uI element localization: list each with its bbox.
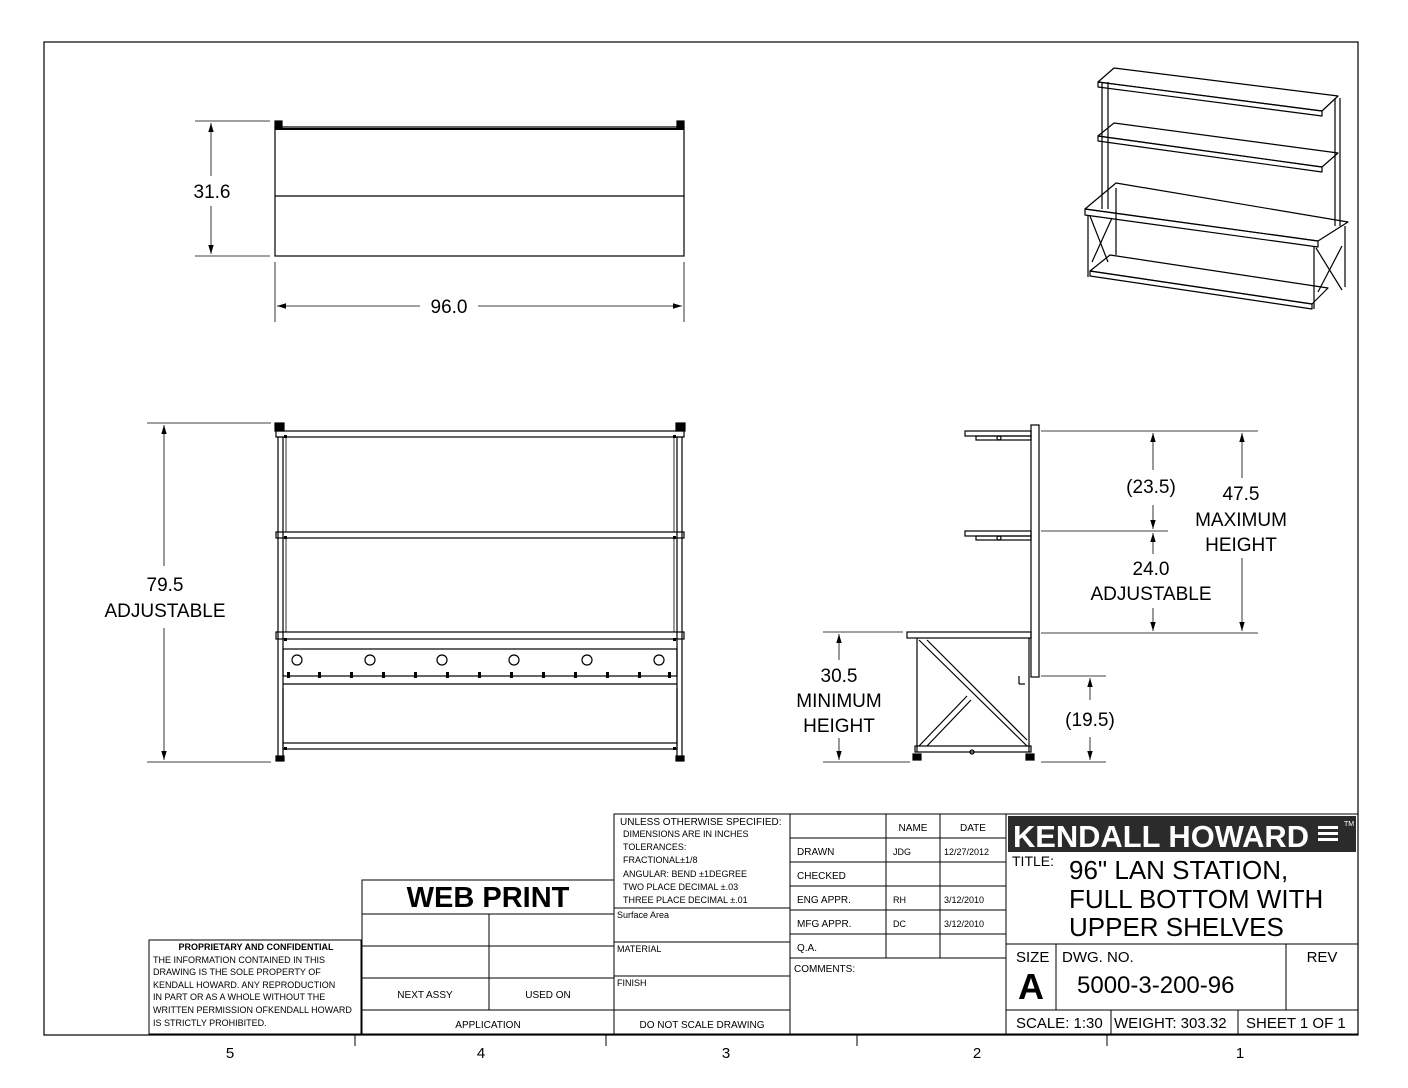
size-value: A (1018, 966, 1044, 1007)
zone-number: 5 (225, 1045, 235, 1062)
comments-label: COMMENTS: (794, 964, 856, 975)
dwg-no-label: DWG. NO. (1062, 949, 1134, 966)
zone-number: 2 (972, 1045, 982, 1062)
approval-date: 12/27/2012 (944, 847, 990, 857)
proprietary-line: KENDALL HOWARD. ANY REPRODUCTION (153, 980, 336, 990)
side-shelf-adjust-note: ADJUSTABLE (1090, 584, 1212, 605)
side-lower-label: (19.5) (1065, 710, 1115, 731)
zone-number: 4 (476, 1045, 486, 1062)
top-depth-label: 31.6 (193, 182, 231, 203)
web-print-label: WEB PRINT (406, 882, 570, 914)
side-min-note-2: HEIGHT (803, 716, 875, 737)
note-tolerances: TOLERANCES: (623, 842, 687, 852)
scale-label: SCALE: 1:30 (1016, 1015, 1103, 1032)
approval-name-header: NAME (898, 823, 928, 834)
approval-date: 3/12/2010 (944, 919, 985, 929)
proprietary-line: IN PART OR AS A WHOLE WITHOUT THE (153, 992, 326, 1002)
approval-label: Q.A. (797, 943, 818, 954)
sheet-label: SHEET 1 OF 1 (1246, 1015, 1346, 1032)
top-width-label: 96.0 (430, 297, 468, 318)
approval-rows (797, 847, 989, 954)
title-line-2: FULL BOTTOM WITH (1069, 884, 1324, 914)
proprietary-line: WRITTEN PERMISSION OFKENDALL HOWARD (153, 1005, 352, 1015)
rev-label: REV (1306, 949, 1338, 966)
front-view (147, 423, 685, 762)
note-two-place: TWO PLACE DECIMAL ±.03 (623, 882, 739, 892)
approval-name: RH (893, 895, 906, 905)
application-label: APPLICATION (455, 1020, 521, 1031)
side-max-note-1: MAXIMUM (1195, 510, 1287, 531)
note-fractional: FRACTIONAL±1/8 (623, 855, 698, 865)
proprietary-line: THE INFORMATION CONTAINED IN THIS (153, 955, 326, 965)
used-on-label: USED ON (525, 990, 571, 1001)
approval-label: CHECKED (797, 871, 846, 882)
front-height-label: 79.5 (146, 575, 184, 596)
trademark-mark: TM (1344, 821, 1355, 828)
title-line-1: 96" LAN STATION, (1069, 855, 1289, 885)
zone-number: 1 (1235, 1045, 1245, 1062)
side-max-height-label: 47.5 (1222, 484, 1260, 505)
note-dims-inches: DIMENSIONS ARE IN INCHES (623, 829, 749, 839)
weight-label: WEIGHT: 303.32 (1114, 1015, 1227, 1032)
approval-label: DRAWN (797, 847, 835, 858)
company-logo (1008, 816, 1356, 854)
note-surface-area: Surface Area (617, 910, 670, 920)
note-angular: ANGULAR: BEND ±1DEGREE (623, 869, 747, 879)
note-three-place: THREE PLACE DECIMAL ±.01 (623, 895, 748, 905)
dwg-no-value: 5000-3-200-96 (1077, 972, 1235, 999)
note-material: MATERIAL (617, 944, 662, 954)
logo-stripes-icon (1318, 826, 1338, 841)
title-line-3: UPPER SHELVES (1069, 912, 1284, 942)
proprietary-heading: PROPRIETARY AND CONFIDENTIAL (178, 942, 334, 952)
note-unless: UNLESS OTHERWISE SPECIFIED: (620, 817, 782, 828)
front-height-note: ADJUSTABLE (104, 601, 226, 622)
size-label: SIZE (1016, 949, 1050, 966)
top-view (195, 121, 684, 322)
next-assy-label: NEXT ASSY (397, 990, 453, 1001)
proprietary-lines (153, 955, 352, 1028)
side-upper-gap-label: (23.5) (1126, 477, 1176, 498)
approval-label: ENG APPR. (797, 895, 851, 906)
proprietary-line: DRAWING IS THE SOLE PROPERTY OF (153, 967, 321, 977)
side-max-note-2: HEIGHT (1205, 535, 1277, 556)
approval-name: DC (893, 919, 906, 929)
approval-date-header: DATE (960, 823, 986, 834)
approval-label: MFG APPR. (797, 919, 852, 930)
zone-number: 3 (721, 1045, 731, 1062)
side-min-note-1: MINIMUM (796, 691, 882, 712)
approval-name: JDG (893, 847, 911, 857)
title-label: TITLE: (1012, 853, 1055, 869)
note-finish: FINISH (617, 978, 647, 988)
approval-date: 3/12/2010 (944, 895, 985, 905)
isometric-view (1085, 68, 1348, 309)
company-name: KENDALL HOWARD (1013, 819, 1309, 854)
side-shelf-adjust-label: 24.0 (1132, 559, 1170, 580)
note-do-not-scale: DO NOT SCALE DRAWING (639, 1020, 765, 1031)
side-min-height-label: 30.5 (820, 666, 858, 687)
proprietary-line: IS STRICTLY PROHIBITED. (153, 1018, 267, 1028)
